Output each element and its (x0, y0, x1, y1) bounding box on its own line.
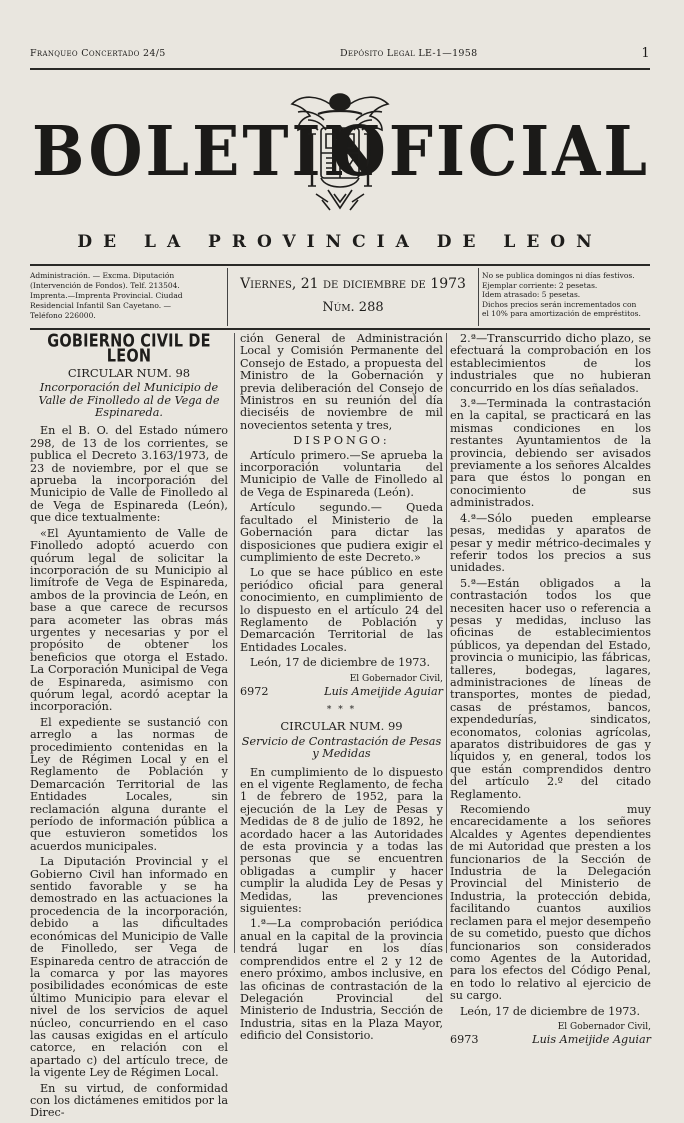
paragraph: «El Ayuntamiento de Valle de Finolledo adoptó acuerdo con quórum legal de solicitar la incorporación de su Municipio al limítrofe de Vega de Espinareda, ambos de la provincia de León, en base a que carece de recursos para acometer las obras más urgentes y necesarias y por el propósito de obtener los beneficios que otorga el Estado. La Corporación Municipal de Vega de Espinareda, asimismo con quórum legal, acordó aceptar la incorporación. (30, 526, 228, 714)
issue-number: Núm. 288 (322, 300, 384, 315)
column-1 (30, 333, 228, 1123)
paragraph: León, 17 de diciembre de 1973. (460, 1004, 641, 1018)
paragraph: En cumplimiento de lo dispuesto en el vigente Reglamento, de fecha 1 de febrero de 1952, para la ejecución de la Ley de Pesas y Medidas de 8 de julio de 1892, he acordado hacer a las Autoridades de esta provincia y a todas las personas que se encuentren obligadas a cumplir y hacer cumplir la aludida Ley de Pesas y Medidas, las prevenciones siguientes: (240, 765, 443, 916)
paragraph: La Diputación Provincial y el Gobierno Civil han informado en sentido favorable y se ha demostrado en las actuaciones la procedencia de la incorporación, debido a las dificultades económicas del Municipio de Valle de Finolledo, ser Vega de Espinareda centro de atracción de la comarca y por las mayores posibilidades económicas de este último Municipio para elevar el nivel de los servicios de aquel núcleo, concurriendo en el caso las causas exigidas en el artículo catorce, en relación con el apartado c) del artículo trece, de la vigente Ley de Régimen Local. (30, 855, 228, 1080)
info-rule (30, 328, 650, 330)
paragraph: 3.ª—Terminada la contrastación en la capital, se practicará en las mismas condiciones en los restantes Ayuntamientos de la provincia, debiendo ser avisados previamente a los señores Alcaldes para que éstos lo pongan en conocimiento de sus administrados. (450, 397, 651, 510)
signature-row (240, 686, 443, 700)
paragraph: León, 17 de diciembre de 1973. (250, 656, 431, 670)
paragraph: En el B. O. del Estado número 298, de 13 de los corrientes, se publica el Decreto 3.163/1973, de 23 de noviembre, por el que se aprueba la incorporación del Municipio de Valle de Finolledo al de Vega de Espinareda (León), que dice textualmente: (30, 424, 228, 525)
paragraph: 2.ª—Transcurrido dicho plazo, se efectuará la comprobación en los establecimientos de los industriales que no hubieran concurrido en los días señalados. (450, 332, 651, 395)
paragraph: Artículo segundo.— Queda facultado el Ministerio de la Gobernación para dictar las disposiciones que pudiera exigir el cumplimiento de este Decreto.» (240, 501, 443, 564)
column-3 (450, 333, 651, 1052)
issue-date: Viernes, 21 de diciembre de 1973 (240, 276, 466, 292)
masthead-rule (30, 264, 650, 266)
paragraph: 1.ª—La comprobación periódica anual en la capital de la provincia tendrá lugar en los días comprendidos entre el 2 y 12 de enero próximo, ambos inclusive, en las oficinas de contrastación de la Delegación Provincial del Ministerio de Industria, Sección de Industria, sitas en la Plaza Mayor, edificio del Consistorio. (240, 917, 443, 1043)
masthead-boletin: BOLETIN (32, 111, 384, 192)
paragraph: 4.ª—Sólo pueden emplearse pesas, medidas y aparatos de pesar y medir métrico-decimales y referir todos los precios a sus unidades. (450, 511, 651, 575)
signature-title: El Gobernador Civil, (349, 673, 443, 684)
franqueo-text: Franqueo Concertado 24/5 (30, 48, 166, 59)
administration-info: Administración. — Excma. Diputación (Intervención de Fondos). Telf. 213504. Imprenta.—Imprenta Provincial. Ciudad Residencial Infantil San Cayetano. — Teléfono 226000. (30, 271, 183, 320)
paragraph: El expediente se sustanció con arreglo a las normas de procedimiento contenidas en la Ley de Régimen Local y en el Reglamento de Población y Demarcación Territorial de las Entidades Locales, sin reclamación alguna durante el período de información pública a que estuvieron sometidos los acuerdos municipales. (30, 715, 228, 853)
paragraph: 5.ª—Están obligados a la contrastación todos los que necesiten hacer uso o referencia a pesas y medidas, incluso las oficinas de establecimientos públicos, ya dependan del Estado, provincia o municipio, las fábricas, talleres, bodegas, lagares, administraciones de líneas de transportes, montes de piedad, casas de préstamos, bancos, expendedurías, sindicatos, economatos, colonias agrícolas, aparatos distribuidores de gas y líquidos y, en general, todos los que están comprendidos dentro del artículo 2.º del citado Reglamento. (450, 576, 651, 801)
issue-date-box (227, 268, 479, 326)
masthead-oficial: OFICIAL (331, 111, 650, 192)
pricing-info: No se publica domingos ni días festivos. Ejemplar corriente: 2 pesetas. Idem atrasado: 5 pesetas. Dichos precios serán incrementados con el 10% para amortización de empréstitos. (482, 271, 641, 318)
circular-subject: Incorporación del Municipio de Valle de Finolledo al de Vega de Espinareda. (38, 381, 220, 420)
paragraph: Artículo primero.—Se aprueba la incorporación voluntaria del Municipio de Valle de Finolledo al de Vega de Espinareda (León). (240, 448, 443, 499)
paragraph: En su virtud, de conformidad con los dictámenes emitidos por la Direc- (30, 1081, 228, 1120)
section-title: GOBIERNO CIVIL DE LEON (47, 331, 211, 367)
masthead (30, 105, 650, 215)
paragraph: Lo que se hace público en este periódico oficial para general conocimiento, en cumplimiento de lo dispuesto en el artículo 24 del Reglamento de Población y Demarcación Territorial de las Entidades Locales. (240, 566, 443, 654)
page-number: 1 (641, 46, 650, 61)
column-divider (446, 333, 447, 953)
top-rule (30, 68, 650, 70)
paragraph: Recomiendo muy encarecidamente a los señores Alcaldes y Agentes dependientes de mi Autoridad que presten a los funcionarios de la Sección de Industria de la Delegación Provincial del Ministerio de Industria, la protección debida, facilitando cuantos auxilios reclamen para el mejor desempeño de su cometido, puesto que dichos funcionarios son considerados como Agentes de la Autoridad, para los efectos del Código Penal, en todo lo relativo al ejercicio de su cargo. (450, 803, 651, 1003)
info-bar (30, 268, 650, 328)
dispongo-heading: DISPONGO: (293, 434, 390, 448)
signature-title: El Gobernador Civil, (557, 1021, 651, 1032)
ad-number: 6973 (450, 1033, 479, 1047)
signature-row (450, 1034, 651, 1048)
circular-heading: CIRCULAR NUM. 99 (280, 719, 403, 734)
deposito-legal-text: Depósito Legal LE-1—1958 (340, 48, 478, 59)
paragraph: ción General de Administración Local y Comisión Permanente del Consejo de Estado, a propuesta del Ministro de la Gobernación y previa deliberación del Consejo de Ministros en su reunión del día dieciséis de noviembre de mil novecientos setenta y tres, (240, 332, 443, 432)
circular-heading: CIRCULAR NUM. 98 (67, 365, 191, 380)
signature-name: Luis Ameijide Aguiar (532, 1033, 651, 1047)
circular-subject: Servicio de Contrastación de Pesas y Medidas (241, 734, 442, 761)
separator-stars: * * * (326, 704, 357, 715)
signature-name: Luis Ameijide Aguiar (324, 684, 443, 698)
column-2 (240, 333, 443, 1046)
column-divider (234, 333, 235, 953)
masthead-subtitle: DE LA PROVINCIA DE LEON (77, 232, 603, 252)
ad-number: 6972 (240, 684, 269, 698)
